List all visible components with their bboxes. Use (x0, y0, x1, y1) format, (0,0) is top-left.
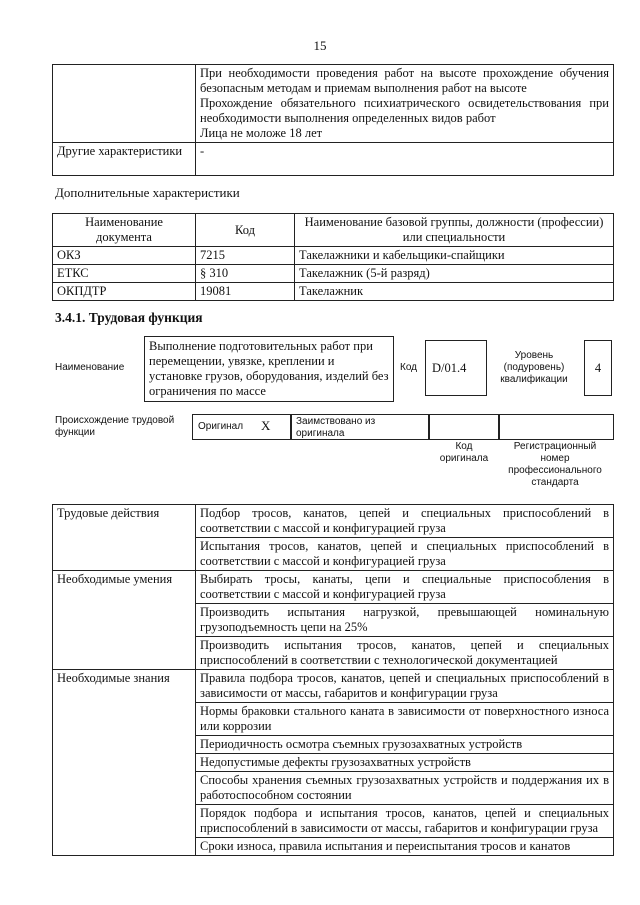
original-mark: X (261, 418, 271, 433)
page-number: 15 (313, 38, 327, 53)
table-cell: Недопустимые дефекты грузозахватных устройств (196, 754, 614, 772)
table-cell: Такелажник (295, 283, 614, 301)
knowledge-label: Необходимые знания (53, 670, 196, 856)
additional-characteristics-title: Дополнительные характеристики (55, 185, 240, 200)
column-header: Наименование документа (53, 214, 196, 247)
table-cell: ЕТКС (53, 265, 196, 283)
requirement-line: Лица не моложе 18 лет (200, 126, 323, 140)
requirements-table (52, 64, 614, 176)
borrowed-box (290, 414, 430, 440)
table-cell: Правила подбора тросов, канатов, цепей и специальных приспособлений в зависимости от массы, габаритов и конфигурации груза (196, 670, 614, 703)
table-cell: § 310 (196, 265, 295, 283)
table-cell: Испытания тросов, канатов, цепей и специальных приспособлений в соответствии с массой и конфигурацией груза (196, 538, 614, 571)
table-cell: Выбирать тросы, канаты, цепи и специальные приспособления в соответствии с массой и конфигурацией груза (196, 571, 614, 604)
table-row (53, 265, 614, 283)
table-cell: Подбор тросов, канатов, цепей и специальных приспособлений в соответствии с массой и конфигурацией груза (196, 505, 614, 538)
requirement-line: Прохождение обязательного психиатрического освидетельствования при необходимости выполнения определенных видов работ (200, 96, 609, 125)
table-cell: ОКЗ (53, 247, 196, 265)
level-label: Уровень (подуровень) квалификации (500, 350, 568, 385)
table-row (53, 247, 614, 265)
code-original-box (428, 414, 500, 440)
requirements-cell (196, 65, 614, 143)
requirement-line: При необходимости проведения работ на высоте прохождение обучения безопасным методам и приемам выполнения работ на высоте (200, 66, 609, 95)
table-cell: 19081 (196, 283, 295, 301)
borrowed-label: Заимствовано из оригинала (296, 416, 376, 439)
column-header: Наименование базовой группы, должности (профессии) или специальности (295, 214, 614, 247)
skills-label: Необходимые умения (53, 571, 196, 670)
table-header-row (53, 214, 614, 247)
table-cell: Такелажник (5-й разряд) (295, 265, 614, 283)
table-row (53, 65, 614, 143)
table-cell: Способы хранения съемных грузозахватных устройств и поддержания их в работоспособном состоянии (196, 772, 614, 805)
reg-number-label: Регистрационный номер профессионального стандарта (508, 441, 602, 488)
table-cell: Производить испытания нагрузкой, превышающей номинальную грузоподъемность цепи на 25% (196, 604, 614, 637)
other-characteristics-value: - (196, 143, 614, 176)
original-box (192, 414, 292, 440)
table-cell: Периодичность осмотра съемных грузозахватных устройств (196, 736, 614, 754)
origin-label: Происхождение трудовой функции (55, 415, 175, 438)
table-cell: 7215 (196, 247, 295, 265)
table-cell: Сроки износа, правила испытания и переиспытания тросов и канатов (196, 838, 614, 856)
reg-number-box (498, 414, 614, 440)
table-row (53, 283, 614, 301)
table-row (53, 505, 614, 538)
function-name-box: Выполнение подготовительных работ при перемещении, увязке, креплении и установке грузов, оборудования, изделий без ограничения по массе (144, 336, 394, 402)
level-value-box: 4 (584, 340, 612, 396)
function-details-table (52, 504, 614, 856)
original-label: Оригинал (198, 421, 244, 432)
table-cell: Такелажники и кабельщики-спайщики (295, 247, 614, 265)
table-cell: ОКПДТР (53, 283, 196, 301)
table-row (53, 143, 614, 176)
name-label: Наименование (55, 362, 125, 373)
code-label: Код (400, 362, 418, 373)
table-row (53, 571, 614, 604)
table-cell: Порядок подбора и испытания тросов, канатов, цепей и специальных приспособлений в зависимости от массы, габаритов и конфигурации груза (196, 805, 614, 838)
additional-characteristics-table (52, 213, 614, 301)
labor-function-title: 3.4.1. Трудовая функция (55, 310, 203, 325)
other-characteristics-label: Другие характеристики (53, 143, 196, 176)
table-cell: Нормы браковки стального каната в зависимости от поверхностного износа или коррозии (196, 703, 614, 736)
code-original-label: Код оригинала (439, 441, 489, 464)
column-header: Код (196, 214, 295, 247)
actions-label: Трудовые действия (53, 505, 196, 571)
function-code-box: D/01.4 (425, 340, 487, 396)
table-row (53, 670, 614, 703)
empty-label-cell (53, 65, 196, 143)
table-cell: Производить испытания тросов, канатов, цепей и специальных приспособлений в соответствии с технологической документацией (196, 637, 614, 670)
